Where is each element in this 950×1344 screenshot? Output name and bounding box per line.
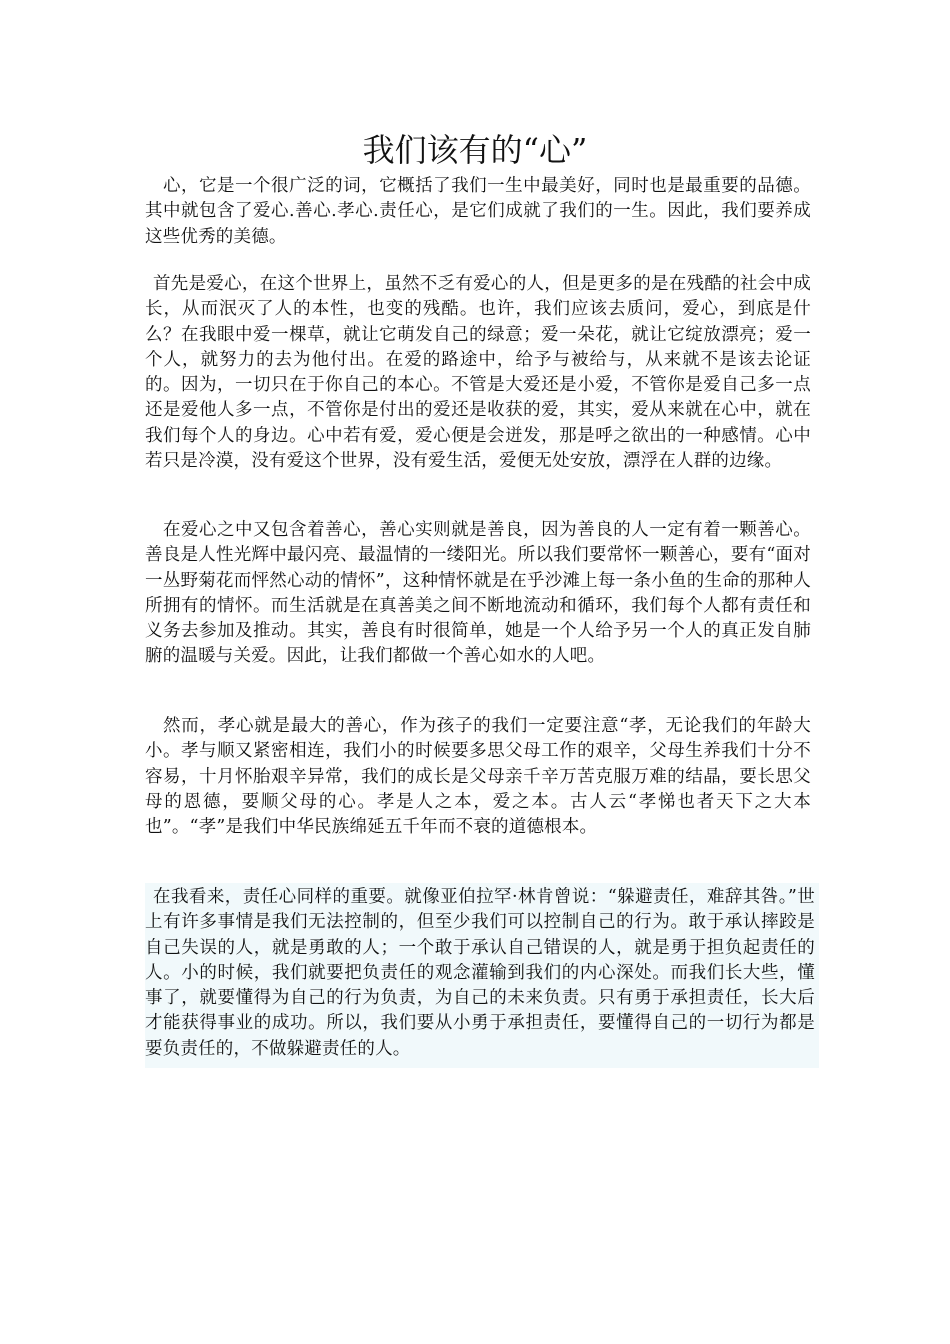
paragraph-love: 首先是爱心，在这个世界上，虽然不乏有爱心的人，但是更多的是在残酷的社会中成长，从而泯灭了人的本性，也变的残酷。也许，我们应该去质问，爱心，到底是什么？在我眼中爱一棵草，就让它萌发自己的绿意；爱一朵花，就让它绽放漂亮；爱一个人，就努力的去为他付出。在爱的路途中，给予与被给与，从来就不是该去论证的。因为，一切只在于你自己的本心。不管是大爱还是小爱，不管你是爱自己多一点还是爱他人多一点，不管你是付出的爱还是收获的爱，其实，爱从来就在心中，就在我们每个人的身边。心中若有爱，爱心便是会迸发，那是呼之欲出的一种感情。心中若只是冷漠，没有爱这个世界，没有爱生活，爱便无处安放，漂浮在人群的边缘。 bbox=[145, 274, 811, 472]
paragraph-responsibility: 在我看来，责任心同样的重要。就像亚伯拉罕·林肯曾说：“躲避责任，难辞其咎。”世上有许多事情是我们无法控制的，但至少我们可以控制自己的行为。敢于承认摔跤是自己失误的人，就是勇敢的人；一个敢于承认自己错误的人，就是勇于担负起责任的人。小的时候，我们就要把负责任的观念灌输到我们的内心深处。而我们长大些，懂事了，就要懂得为自己的行为负责，为自己的未来负责。只有勇于承担责任，长大后才能获得事业的成功。所以，我们要从小勇于承担责任，要懂得自己的一切行为都是要负责任的，不做躲避责任的人。 bbox=[145, 883, 819, 1068]
paragraph-kindness: 在爱心之中又包含着善心，善心实则就是善良，因为善良的人一定有着一颗善心。善良是人性光辉中最闪亮、最温情的一缕阳光。所以我们要常怀一颗善心，要有“面对一丛野菊花而怦然心动的情怀”，这种情怀就是在乎沙滩上每一条小鱼的生命的那种人所拥有的情怀。而生活就是在真善美之间不断地流动和循环，我们每个人都有责任和义务去参加及推动。其实，善良有时很简单，她是一个人给予另一个人的真正发自肺腑的温暖与关爱。因此，让我们都做一个善心如水的人吧。 bbox=[145, 520, 811, 667]
paragraph-intro: 心，它是一个很广泛的词，它概括了我们一生中最美好，同时也是最重要的品德。其中就包含了爱心.善心.孝心.责任心，是它们成就了我们的一生。因此，我们要养成这些优秀的美德。 bbox=[145, 176, 811, 247]
paragraph-filial-piety: 然而，孝心就是最大的善心，作为孩子的我们一定要注意“孝，无论我们的年龄大小。孝与顺又紧密相连，我们小的时候要多思父母工作的艰辛，父母生养我们十分不容易，十月怀胎艰辛异常，我们的成长是父母亲千辛万苦克服万难的结晶，要长思父母的恩德，要顺父母的心。孝是人之本，爱之本。古人云“孝悌也者天下之大本也”。“孝”是我们中华民族绵延五千年而不衰的道德根本。 bbox=[145, 716, 811, 838]
document-title: 我们该有的“心” bbox=[362, 131, 588, 169]
